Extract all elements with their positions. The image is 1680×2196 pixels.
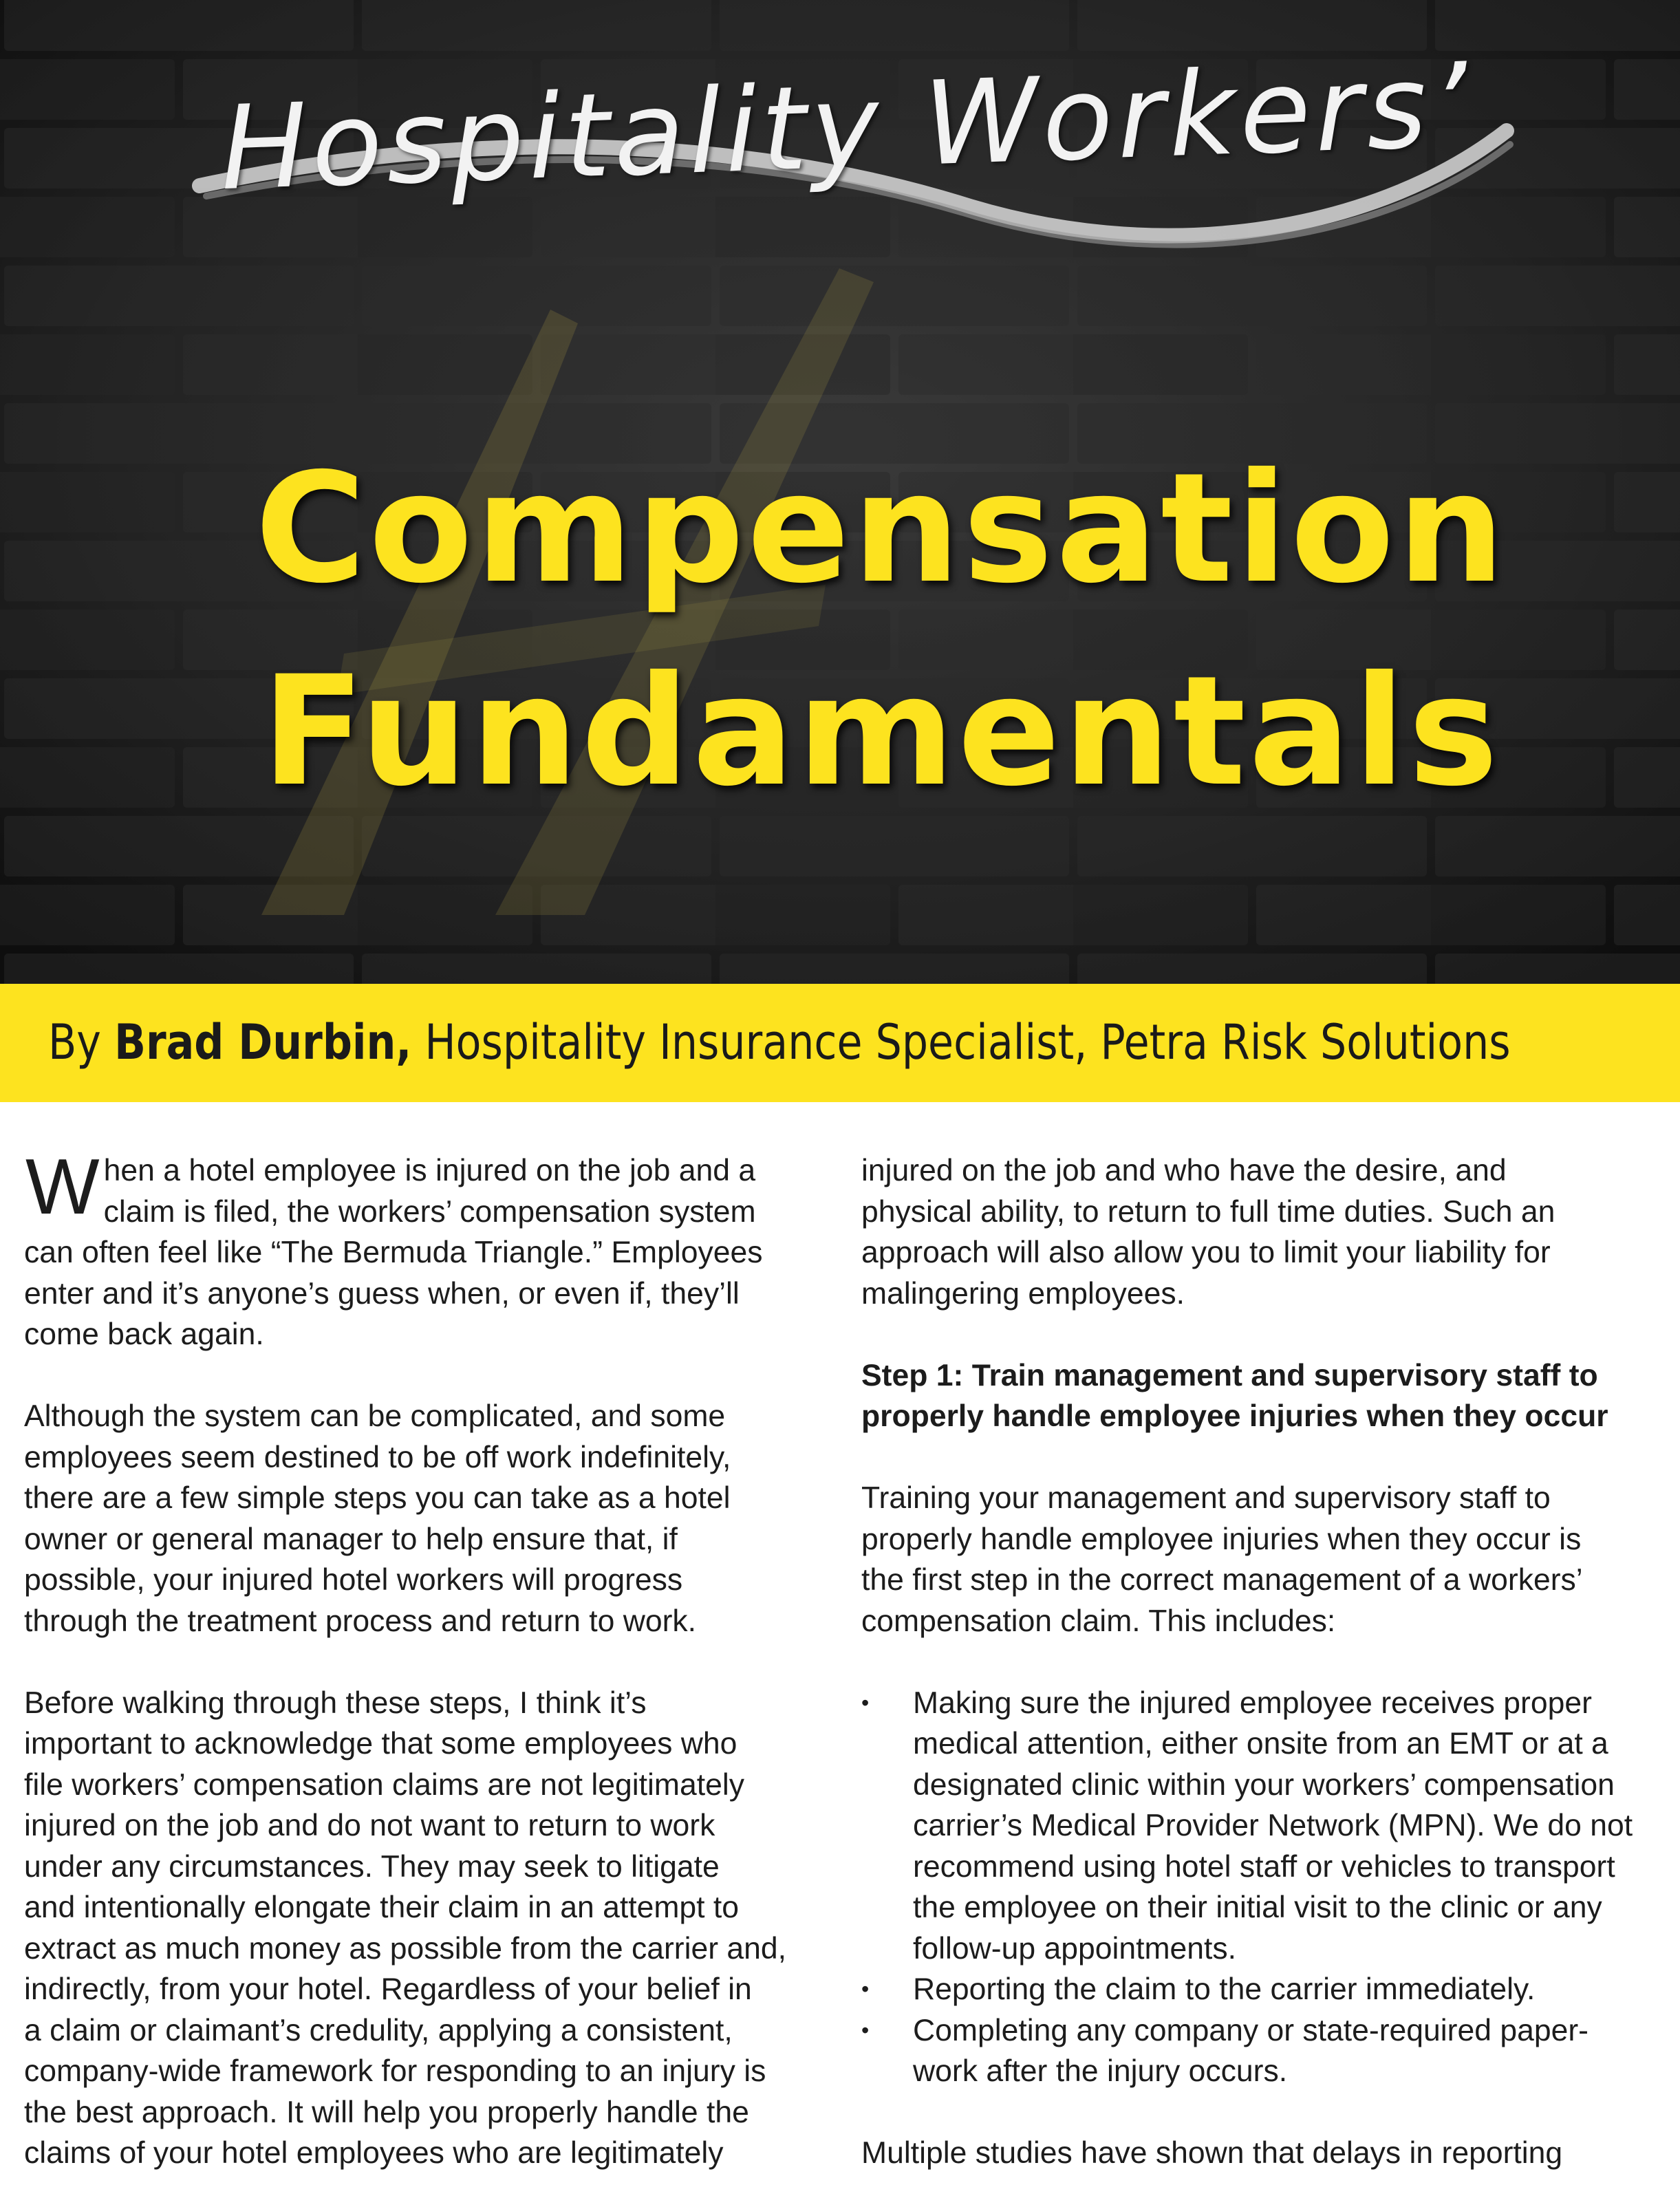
- text-line: under any circumstances. They may seek to litigate: [24, 1849, 720, 1884]
- text-line: file workers’ compensation claims are not legitimately: [24, 1767, 744, 1802]
- text-line: enter and it’s anyone’s guess when, or even if, they’ll: [24, 1276, 740, 1311]
- text-line: approach will also allow you to limit your liability for: [861, 1236, 1551, 1269]
- text-line: employees seem destined to be off work indefinitely,: [24, 1440, 731, 1474]
- text-line: claims of your hotel employees who are legitimately: [24, 2136, 724, 2170]
- text-line: Reporting the claim to the carrier immediately.: [913, 1972, 1536, 2006]
- list-item: [861, 1683, 1666, 1970]
- text-line: carrier’s Medical Provider Network (MPN). We do not: [913, 1809, 1633, 1842]
- right-column: [861, 1150, 1666, 2174]
- byline-prefix: By: [48, 1014, 115, 1070]
- title-fundamentals: Fundamentals: [261, 643, 1501, 819]
- title-compensation: Compensation: [255, 440, 1508, 616]
- text-line: come back again.: [24, 1317, 264, 1351]
- text-line: the best approach. It will help you properly handle the: [24, 2095, 749, 2129]
- step1-heading: [861, 1355, 1666, 1437]
- text-line: extract as much money as possible from the carrier and,: [24, 1931, 787, 1966]
- text-line: important to acknowledge that some employees who: [24, 1727, 737, 1761]
- text-line: malingering employees.: [861, 1276, 1185, 1311]
- text-line: compensation claim. This includes:: [861, 1604, 1336, 1638]
- text-line: injured on the job and do not want to return to work: [24, 1809, 715, 1842]
- text-line: can often feel like “The Bermuda Triangle.” Employees: [24, 1236, 763, 1269]
- byline-author: Brad Durbin,: [114, 1014, 412, 1070]
- bullet-list: [861, 1683, 1666, 2092]
- text-line: Before walking through these steps, I think it’s: [24, 1686, 647, 1720]
- byline: [48, 1014, 1511, 1070]
- bullet-icon: •: [861, 1690, 870, 1715]
- text-line: follow-up appointments.: [913, 1931, 1236, 1966]
- list-item: [861, 1969, 1666, 2010]
- text-line: indirectly, from your hotel. Regardless of your belief in: [24, 1972, 752, 2006]
- left-column: [24, 1150, 829, 2174]
- bullet-icon: •: [861, 2017, 870, 2043]
- text-line: properly handle employee injuries when they occur is: [861, 1522, 1582, 1556]
- text-line: through the treatment process and return to work.: [24, 1604, 697, 1638]
- text-line: Making sure the injured employee receives proper: [913, 1686, 1592, 1720]
- text-line: Training your management and supervisory staff to: [861, 1481, 1551, 1515]
- text-line: medical attention, either onsite from an EMT or at a: [913, 1727, 1608, 1761]
- heading-line: Step 1: Train management and supervisory staff to: [861, 1358, 1598, 1392]
- text-line: Multiple studies have shown that delays in reporting: [861, 2136, 1563, 2170]
- drop-cap: W: [25, 1150, 100, 1231]
- text-line: claim is filed, the workers’ compensation system: [103, 1194, 756, 1229]
- text-line: the employee on their initial visit to the clinic or any: [913, 1891, 1602, 1924]
- list-item: [861, 2010, 1666, 2092]
- text-line: possible, your injured hotel workers will progress: [24, 1563, 683, 1597]
- byline-title: Hospitality Insurance Specialist, Petra Risk Solutions: [411, 1014, 1511, 1070]
- text-line: company-wide framework for responding to an injury is: [24, 2054, 766, 2088]
- header-banner: [0, 0, 1680, 984]
- heading-line: properly handle employee injuries when they occur: [861, 1399, 1608, 1433]
- text-line: recommend using hotel staff or vehicles to transport: [913, 1849, 1615, 1884]
- text-line: work after the injury occurs.: [913, 2054, 1288, 2088]
- text-line: owner or general manager to help ensure that, if: [24, 1522, 678, 1556]
- text-line: the first step in the correct management of a workers’: [861, 1563, 1583, 1597]
- text-line: physical ability, to return to full time duties. Such an: [861, 1194, 1555, 1229]
- bullet-icon: •: [861, 1977, 870, 2001]
- text-line: Completing any company or state-required paper-: [913, 2013, 1589, 2047]
- text-line: and intentionally elongate their claim in an attempt to: [24, 1891, 739, 1924]
- text-line: hen a hotel employee is injured on the job and a: [103, 1154, 756, 1187]
- text-line: a claim or claimant’s credulity, applying a consistent,: [24, 2013, 733, 2047]
- text-line: designated clinic within your workers’ compensation: [913, 1767, 1615, 1802]
- text-line: there are a few simple steps you can take as a hotel: [24, 1481, 731, 1515]
- intro-paragraph: [24, 1150, 829, 1232]
- title-hospitality-workers: Hospitality Workers’: [218, 37, 1474, 217]
- text-line: injured on the job and who have the desire, and: [861, 1154, 1507, 1187]
- text-line: Although the system can be complicated, and some: [24, 1399, 726, 1433]
